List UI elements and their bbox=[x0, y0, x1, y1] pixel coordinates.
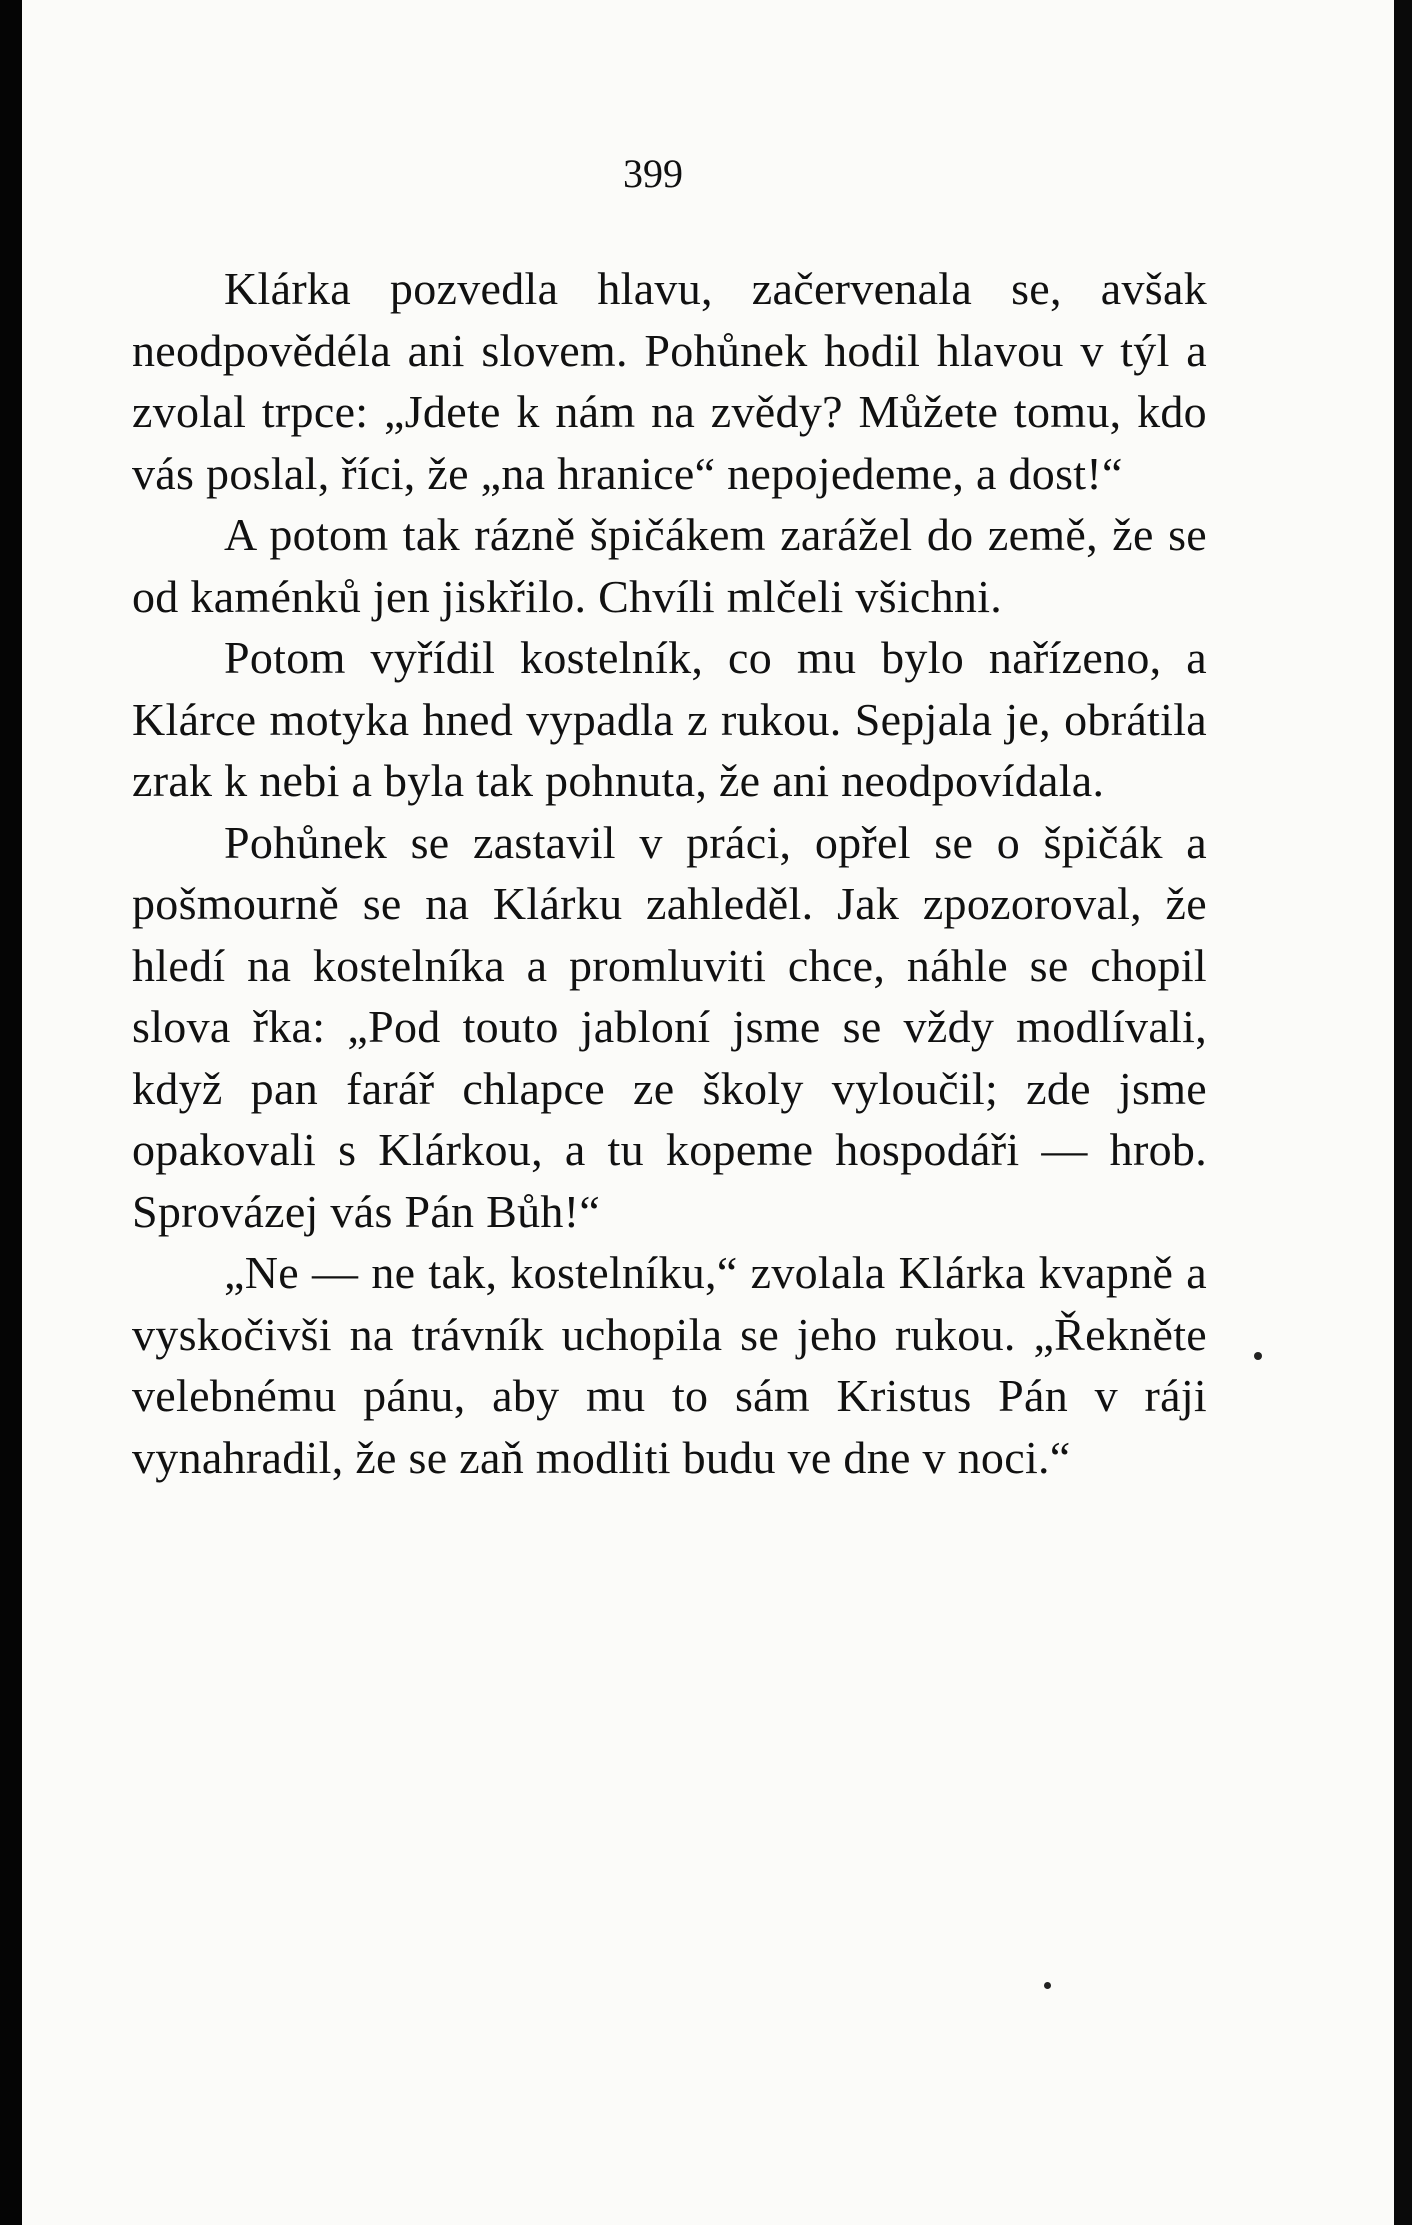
body-text bbox=[132, 258, 1207, 1488]
scan-left-edge bbox=[0, 0, 22, 2225]
paragraph-5: „Ne — ne tak, kostelníku,“ zvolala Klárka kvapně a vyskočivši na trávník uchopila se jeho rukou. „Řekněte velebnému pánu, aby mu to sám Kristus Pán v ráji vynahradil, že se zaň modliti budu ve dne v noci.“ bbox=[132, 1247, 1207, 1483]
book-page bbox=[22, 0, 1394, 2225]
paragraph-1: Klárka pozvedla hlavu, začervenala se, avšak neodpovědéla ani slovem. Pohůnek hodil hlavou v týl a zvolal trpce: „Jdete k nám na zvědy? Můžete tomu, kdo vás poslal, říci, že „na hranice“ nepojedeme, a dost!“ bbox=[132, 263, 1207, 499]
scan-right-edge bbox=[1394, 0, 1412, 2225]
page-number: 399 bbox=[623, 151, 683, 196]
scan-speck bbox=[1254, 1352, 1262, 1360]
scan-speck bbox=[1044, 1982, 1051, 1989]
paragraph-4: Pohůnek se zastavil v práci, opřel se o špičák a pošmourně se na Klárku zahleděl. Jak zpozoroval, že hledí na kostelníka a promluviti chce, náhle se chopil slova řka: „Pod touto jabloní jsme se vždy modlívali, když pan farář chlapce ze školy vyloučil; zde jsme opakovali s Klárkou, a tu kopeme hospodáři — hrob. Sprovázej vás Pán Bůh!“ bbox=[132, 816, 1207, 1237]
paragraph-2: A potom tak rázně špičákem zarážel do země, že se od kaménků jen jiskřilo. Chvíli mlčeli všichni. bbox=[132, 509, 1207, 622]
paragraph-3: Potom vyřídil kostelník, co mu bylo nařízeno, a Klárce motyka hned vypadla z rukou. Sepjala je, obrátila zrak k nebi a byla tak pohnuta, že ani neodpovídala. bbox=[132, 632, 1207, 806]
